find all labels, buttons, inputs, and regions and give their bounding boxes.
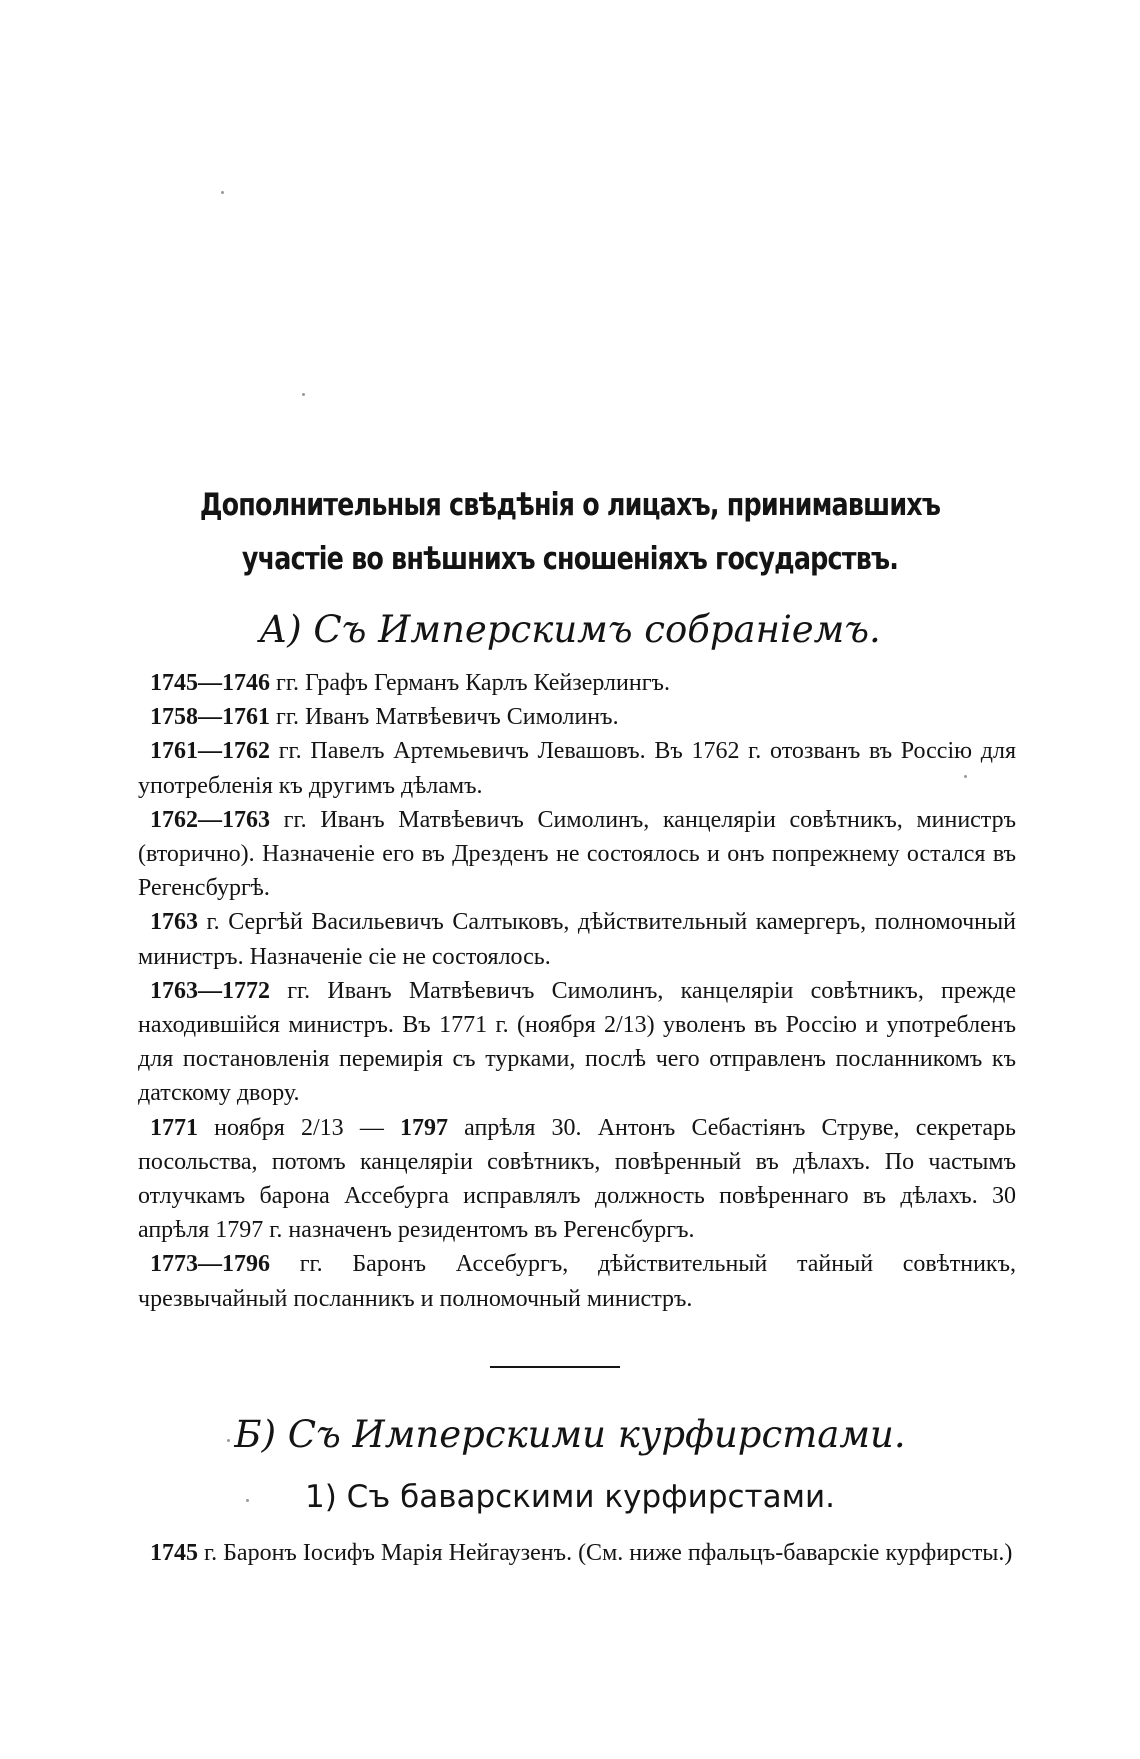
- entry-years: 1762—1763: [150, 806, 270, 833]
- entry: [138, 734, 1016, 802]
- entry-text: гг. Графъ Германъ Карлъ Кейзерлингъ.: [270, 670, 670, 696]
- scan-speck: [964, 775, 967, 778]
- entry-years: 1773—1796: [150, 1251, 270, 1278]
- entry-text: гг. Баронъ Ассебургъ, дѣйствительный тайный совѣтникъ, чрезвычайный посланникъ и полномочный министръ.: [138, 1251, 1016, 1312]
- entry: [138, 1536, 1016, 1570]
- entry: [138, 666, 1016, 700]
- entry-text: гг. Иванъ Матвѣевичъ Симолинъ, канцеляріи совѣтникъ, прежде находившійся министръ. Въ 1771 г. (ноября 2/13) уволенъ въ Россію и употребленъ для постановленія перемирія съ турками, послѣ чего отправленъ посланникомъ къ датскому двору.: [138, 977, 1016, 1107]
- entry: [138, 1247, 1016, 1315]
- entry-text-continued: апрѣля 30. Антонъ Себастіянъ Струве, секретарь посольства, потомъ канцеляріи совѣтникъ, повѣренный въ дѣлахъ. По частымъ отлучкамъ барона Ассебурга исправлялъ должность повѣреннаго въ дѣлахъ. 30 апрѣля 1797 г. назначенъ резидентомъ въ Регенсбургъ.: [138, 1114, 1017, 1244]
- subsection-heading: 1) Съ баварскими курфирстами.: [305, 1479, 835, 1515]
- section-divider: [490, 1366, 620, 1368]
- entry: [138, 1111, 1016, 1248]
- scan-speck: [227, 1439, 230, 1442]
- entry-years: 1761—1762: [150, 738, 270, 765]
- entry-text: гг. Павелъ Артемьевичъ Левашовъ. Въ 1762 г. отозванъ въ Россію для употребленія къ другимъ дѣламъ.: [138, 738, 1016, 799]
- entry-text: гг. Иванъ Матвѣевичъ Симолинъ, канцеляріи совѣтникъ, министръ (вторично). Назначеніе его въ Дрезденъ не состоялось и онъ попрежнему остался въ Регенсбургѣ.: [138, 806, 1016, 902]
- section-b-entries: [138, 1536, 1016, 1570]
- entry: [138, 700, 1016, 734]
- entry: [138, 803, 1016, 906]
- page-title: Дополнительныя свѣдѣнія о лицахъ, принимавшихъ участіе во внѣшнихъ сношеніяхъ государствъ.: [199, 487, 941, 577]
- entry-text: гг. Иванъ Матвѣевичъ Симолинъ.: [270, 704, 619, 731]
- entry-years: 1745—1746: [150, 670, 270, 696]
- scan-speck: [246, 1499, 249, 1502]
- section-a-heading: А) Съ Имперскимъ собраніемъ.: [259, 608, 881, 651]
- entry-years: 1763—1772: [150, 977, 270, 1004]
- entry: [138, 905, 1016, 973]
- entry-text: г. Баронъ Іосифъ Марія Нейгаузенъ. (См. ниже пфальцъ-баварскіе курфирсты.): [198, 1540, 1013, 1566]
- section-b-heading: Б) Съ Имперскими курфирстами.: [234, 1413, 906, 1456]
- entry-years: 1763: [150, 909, 198, 936]
- entry-years: 1758—1761: [150, 704, 270, 731]
- entry-text: г. Сергѣй Васильевичъ Салтыковъ, дѣйствительный камергеръ, полномочный министръ. Назначеніе сіе не состоялось.: [138, 909, 1016, 970]
- entry-years-end: 1797: [400, 1114, 448, 1141]
- entry-years: 1745: [150, 1540, 198, 1566]
- entry-years: 1771: [150, 1114, 198, 1141]
- section-a-entries: [138, 666, 1016, 1316]
- entry-text: ноября 2/13 —: [198, 1114, 400, 1141]
- entry: [138, 974, 1016, 1111]
- scan-speck: [221, 191, 224, 194]
- scan-speck: [302, 393, 305, 396]
